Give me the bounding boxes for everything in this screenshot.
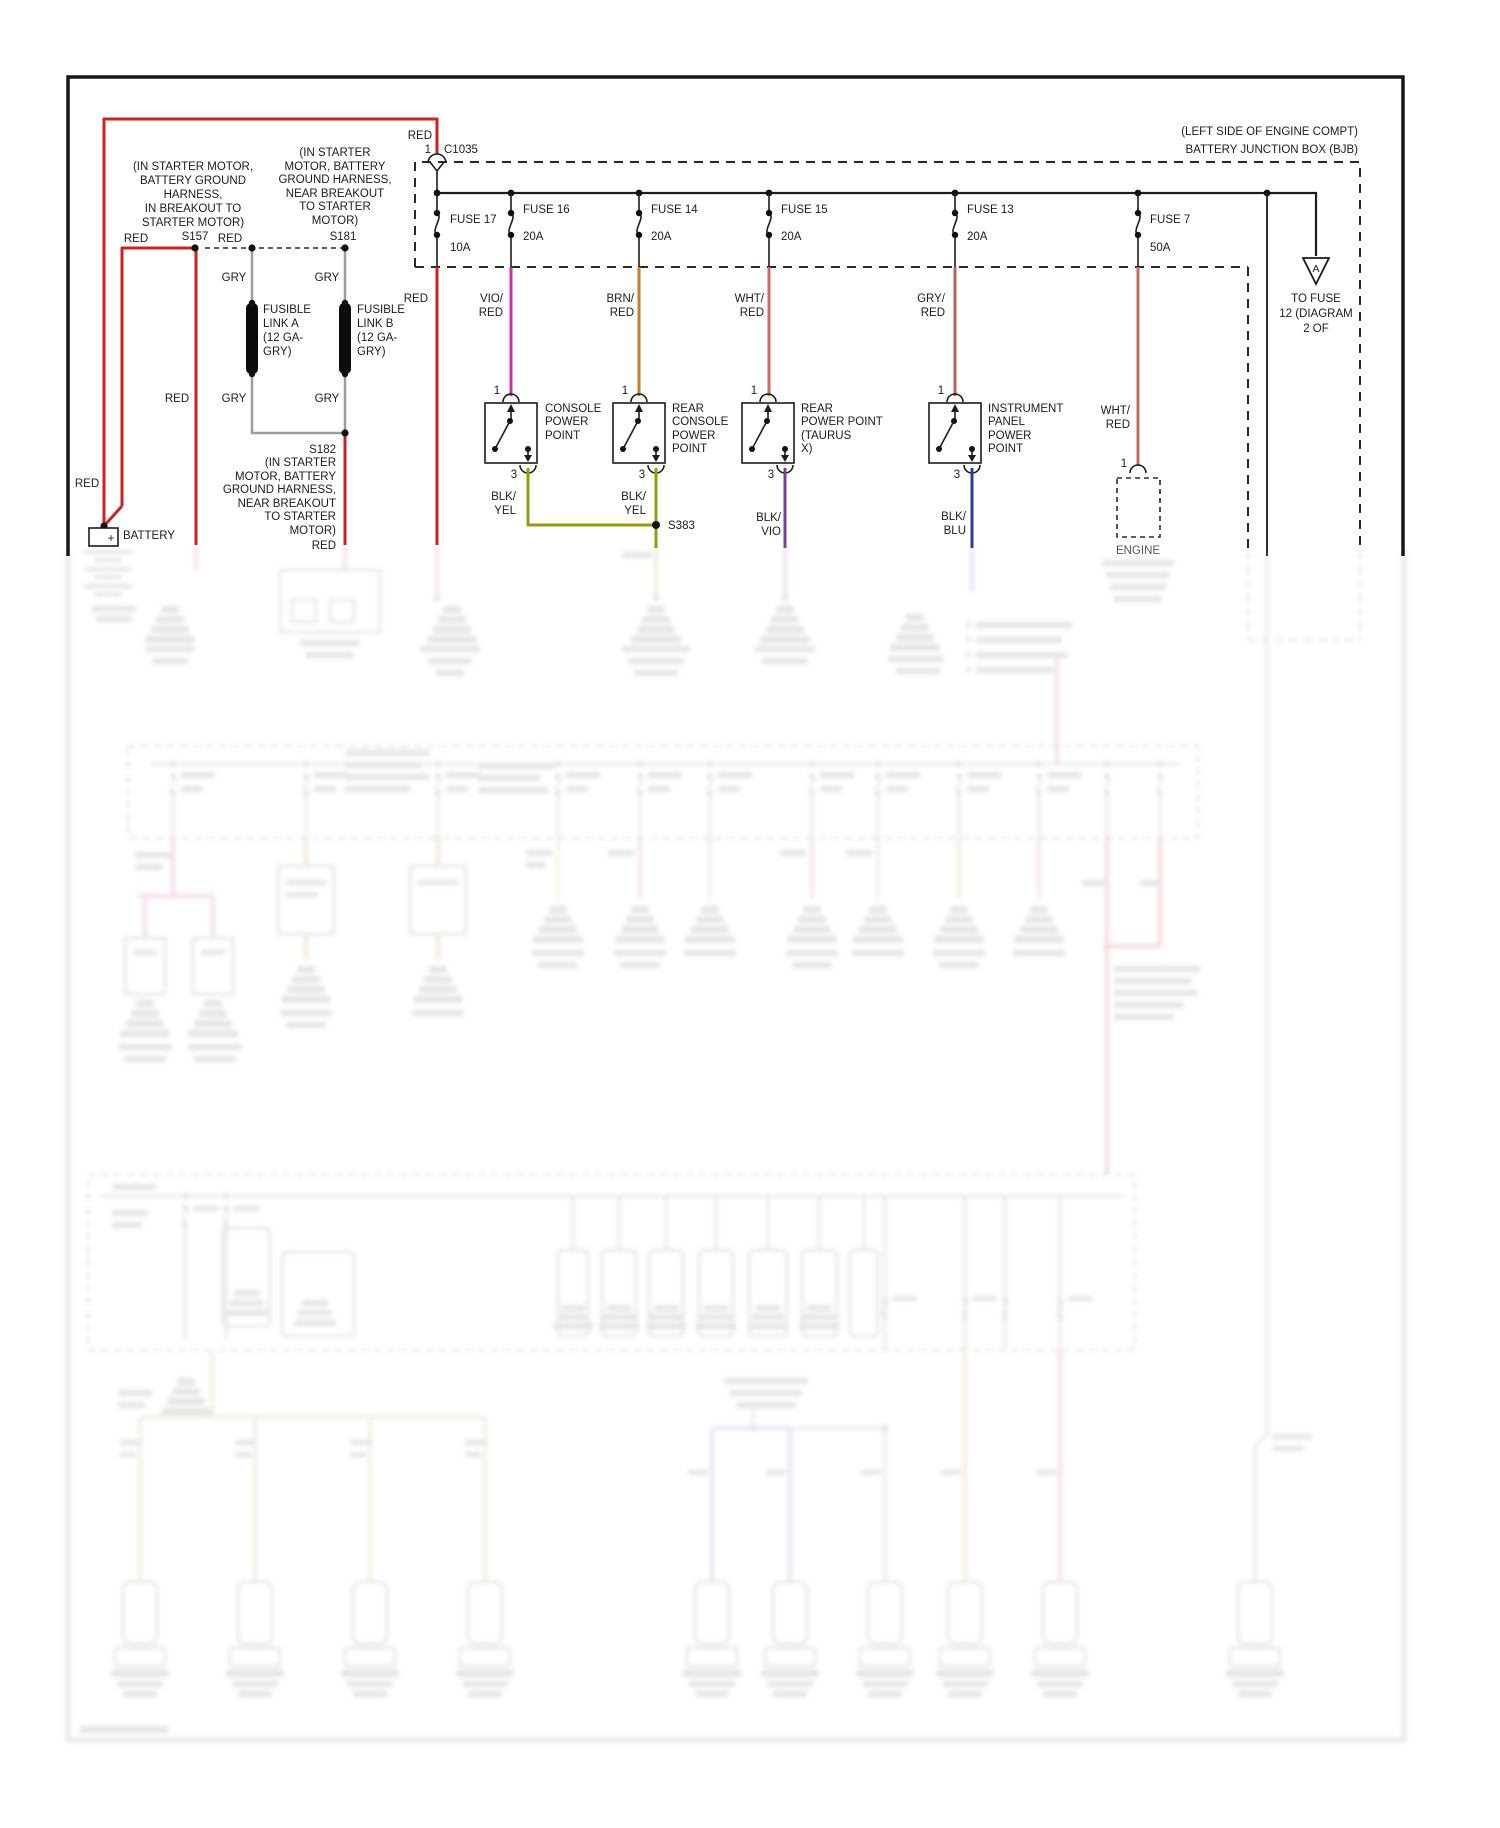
svg-text:(LEFT SIDE OF ENGINE COMPT): (LEFT SIDE OF ENGINE COMPT): [1181, 126, 1358, 138]
svg-text:NEAR BREAKOUT: NEAR BREAKOUT: [285, 188, 385, 200]
svg-text:(12 GA-: (12 GA-: [357, 332, 398, 344]
svg-text:TO STARTER: TO STARTER: [299, 201, 371, 213]
wire-label: GRY/: [917, 293, 945, 305]
svg-text:REAR: REAR: [801, 403, 833, 415]
svg-text:CONSOLE: CONSOLE: [545, 403, 602, 415]
svg-text:POINT: POINT: [672, 443, 708, 455]
pin-number: 3: [638, 469, 646, 481]
wire-label: YEL: [624, 505, 646, 517]
svg-text:LINK B: LINK B: [357, 318, 394, 330]
wire-label-gry: GRY: [314, 272, 340, 284]
svg-text:FUSE 16: FUSE 16: [523, 204, 570, 216]
svg-text:POINT: POINT: [545, 430, 581, 442]
svg-text:GRY): GRY): [263, 346, 292, 358]
wire-label: RED: [478, 307, 503, 319]
wire-label: BLK/: [941, 511, 966, 523]
fusible-link-a-symbol: [246, 303, 258, 374]
engine-label: ENGINE: [1115, 545, 1161, 557]
svg-text:BATTERY JUNCTION BOX (BJB): BATTERY JUNCTION BOX (BJB): [1185, 144, 1358, 156]
svg-text:20A: 20A: [651, 231, 672, 243]
wire-label: VIO/: [479, 293, 503, 305]
svg-text:(IN STARTER MOTOR,: (IN STARTER MOTOR,: [132, 161, 254, 173]
wire-label: BLU: [943, 525, 966, 537]
svg-text:LINK A: LINK A: [263, 318, 299, 330]
svg-text:MOTOR): MOTOR): [311, 215, 359, 227]
svg-text:HARNESS,: HARNESS,: [163, 189, 223, 201]
svg-text:(12 GA-: (12 GA-: [263, 332, 304, 344]
svg-text:20A: 20A: [523, 231, 544, 243]
svg-text:BATTERY GROUND: BATTERY GROUND: [139, 175, 247, 187]
pin-number: 1: [621, 385, 629, 397]
svg-text:S182: S182: [309, 444, 336, 456]
connector-label: C1035: [444, 144, 478, 156]
wire-label: RED: [403, 293, 428, 305]
wire-label: RED: [609, 307, 634, 319]
wire-label: WHT/: [1100, 405, 1130, 417]
svg-text:X): X): [801, 443, 813, 455]
svg-text:FUSE 15: FUSE 15: [781, 204, 828, 216]
wire-label: BLK/: [756, 512, 781, 524]
splice-s182-dot: [341, 429, 348, 436]
svg-text:INSTRUMENT: INSTRUMENT: [988, 403, 1064, 415]
svg-text:POWER: POWER: [545, 416, 589, 428]
pin-number: 1: [424, 144, 431, 156]
splice-s383-label: S383: [668, 520, 695, 532]
wire-label-gry: GRY: [314, 393, 340, 405]
svg-text:GRY): GRY): [357, 346, 386, 358]
wire-label-gry: GRY: [221, 393, 247, 405]
svg-text:20A: 20A: [781, 231, 802, 243]
wire-label-gry: GRY: [221, 272, 247, 284]
link-a-tap-dot: [248, 244, 255, 251]
svg-text:GROUND HARNESS,: GROUND HARNESS,: [278, 174, 392, 186]
svg-text:(IN STARTER: (IN STARTER: [299, 147, 371, 159]
svg-text:TO FUSE: TO FUSE: [1291, 293, 1341, 305]
battery-plus-sign: +: [107, 533, 115, 545]
svg-text:2 OF: 2 OF: [1303, 323, 1329, 335]
svg-text:FUSE 17: FUSE 17: [450, 214, 497, 226]
pin-number: 3: [767, 469, 775, 481]
svg-text:20A: 20A: [967, 231, 988, 243]
pin-number: 1: [750, 385, 758, 397]
svg-text:12 (DIAGRAM: 12 (DIAGRAM: [1279, 308, 1353, 320]
svg-text:CONSOLE: CONSOLE: [672, 416, 729, 428]
fusible-link-b-symbol: [339, 303, 351, 374]
wire-label: RED: [920, 307, 945, 319]
splice-s157-dot: [191, 244, 198, 251]
wire-label: RED: [739, 307, 764, 319]
svg-text:A: A: [1312, 263, 1320, 275]
svg-text:POINT: POINT: [988, 443, 1024, 455]
svg-text:(IN STARTER: (IN STARTER: [264, 457, 336, 469]
wire-label-red: RED: [217, 233, 243, 245]
battery-label: BATTERY: [123, 530, 175, 542]
svg-text:IN BREAKOUT TO: IN BREAKOUT TO: [144, 203, 242, 215]
svg-text:PANEL: PANEL: [988, 416, 1025, 428]
wire-label: VIO: [761, 526, 781, 538]
svg-text:TO STARTER: TO STARTER: [264, 511, 336, 523]
wire-label: WHT/: [734, 293, 764, 305]
svg-text:POWER: POWER: [988, 430, 1032, 442]
splice-s157-label: S157: [181, 231, 209, 243]
svg-text:(TAURUS: (TAURUS: [801, 430, 852, 442]
wire-label: YEL: [494, 505, 516, 517]
pin-number: 1: [1120, 458, 1128, 470]
wire-label: RED: [1105, 419, 1130, 431]
svg-text:NEAR BREAKOUT: NEAR BREAKOUT: [237, 498, 336, 510]
svg-text:MOTOR, BATTERY: MOTOR, BATTERY: [235, 471, 336, 483]
svg-text:10A: 10A: [450, 242, 471, 254]
svg-text:REAR: REAR: [672, 403, 704, 415]
svg-text:FUSE 7: FUSE 7: [1150, 214, 1191, 226]
battery-wire-label: RED: [74, 478, 100, 490]
svg-text:POWER: POWER: [672, 430, 716, 442]
wire-label: BLK/: [621, 491, 646, 503]
splice-s383-dot: [652, 521, 660, 529]
pin-number: 1: [937, 385, 945, 397]
pin-number: 1: [493, 385, 501, 397]
pin-number: 3: [510, 469, 518, 481]
pin-number: 3: [953, 469, 961, 481]
svg-text:GROUND HARNESS,: GROUND HARNESS,: [222, 484, 336, 496]
svg-text:MOTOR, BATTERY: MOTOR, BATTERY: [284, 161, 386, 173]
wire-label-red: RED: [164, 393, 190, 405]
wire-label-red: RED: [311, 540, 336, 552]
svg-text:POWER POINT: POWER POINT: [801, 416, 883, 428]
wire-label: BRN/: [606, 293, 634, 305]
svg-text:FUSE 14: FUSE 14: [651, 204, 698, 216]
svg-text:FUSE 13: FUSE 13: [967, 204, 1014, 216]
svg-text:FUSIBLE: FUSIBLE: [263, 304, 311, 316]
svg-text:FUSIBLE: FUSIBLE: [357, 304, 405, 316]
wire-label-red: RED: [123, 233, 149, 245]
svg-text:MOTOR): MOTOR): [289, 525, 336, 537]
svg-text:50A: 50A: [1150, 242, 1171, 254]
svg-text:STARTER MOTOR): STARTER MOTOR): [141, 217, 245, 229]
wire-label-red: RED: [407, 130, 432, 142]
splice-s181-dot: [341, 244, 348, 251]
battery-symbol: [89, 528, 118, 546]
blurred-footer-text: [80, 1726, 168, 1733]
splice-s181-label: S181: [329, 231, 357, 243]
wire-label: BLK/: [491, 491, 516, 503]
